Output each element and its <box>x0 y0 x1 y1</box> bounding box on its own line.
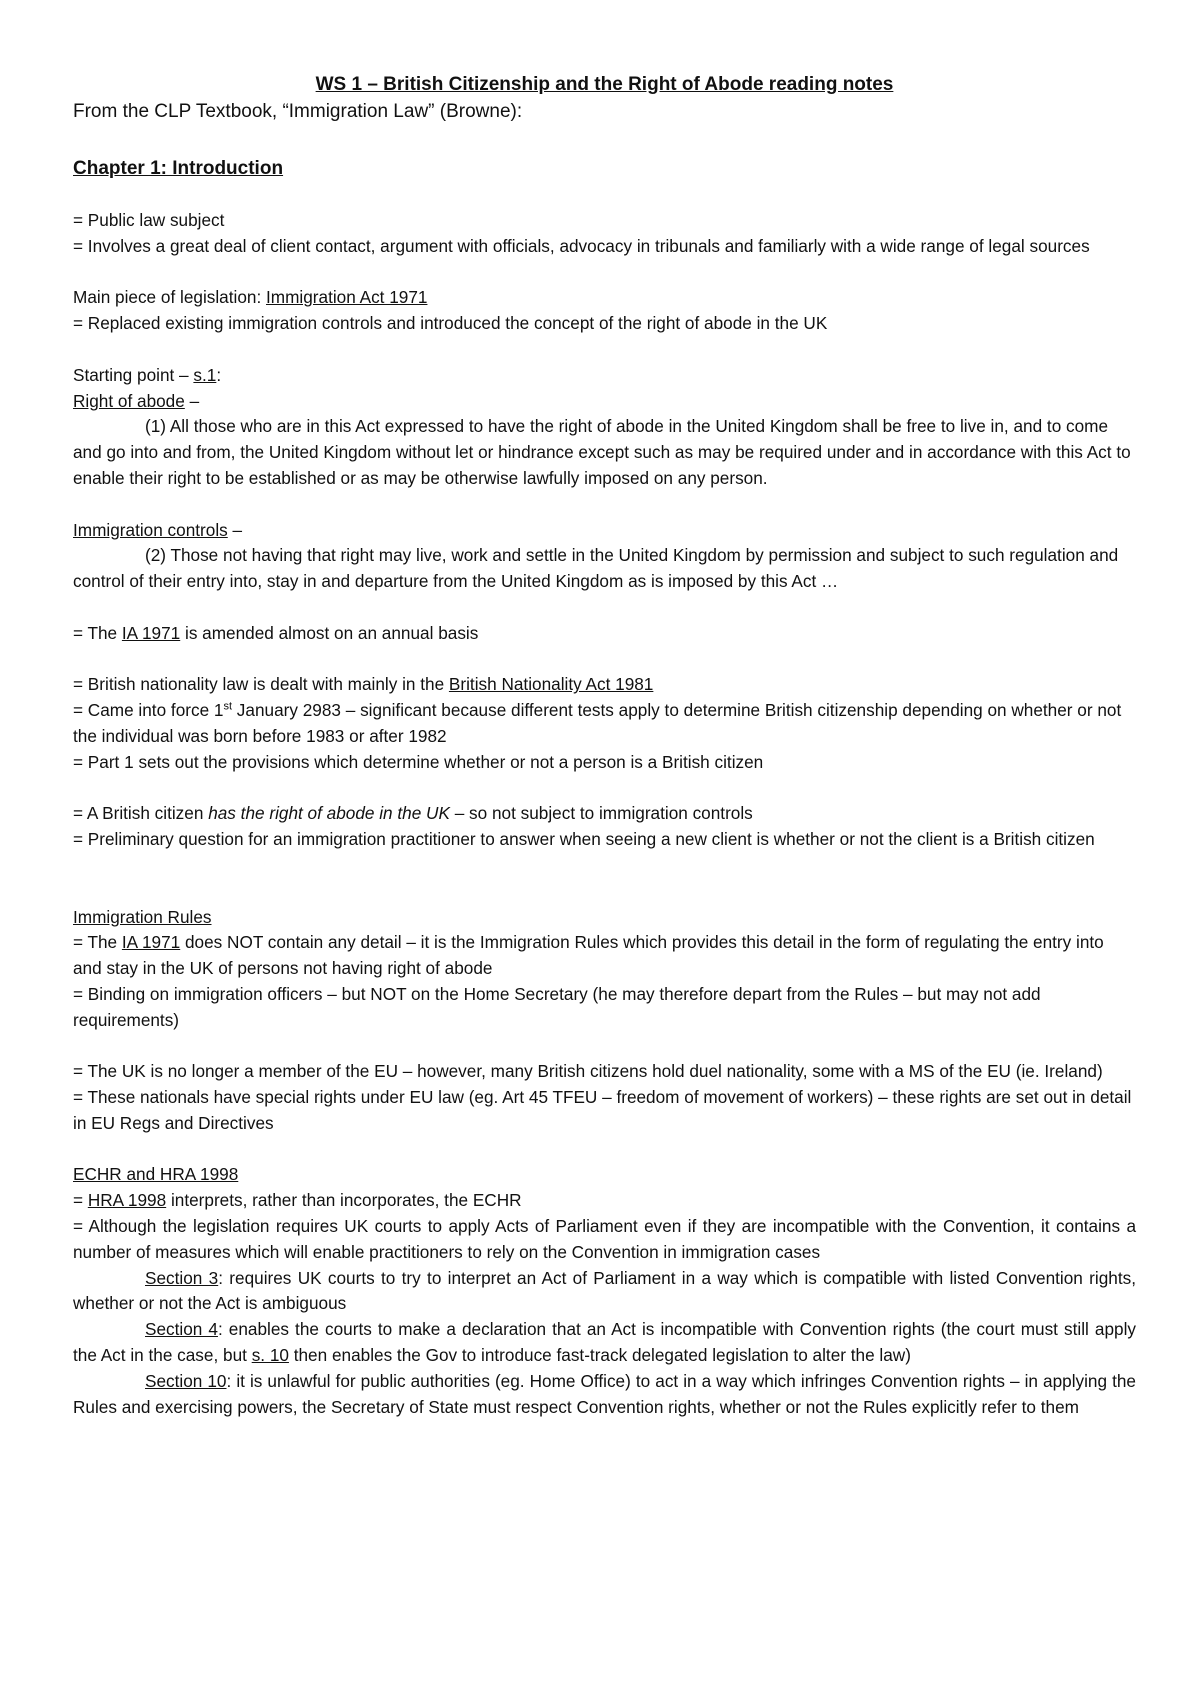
bna-line-2 <box>73 698 1136 750</box>
starting-point-line <box>73 363 1136 389</box>
section-4-text-2: then enables the Gov to introduce fast-track delegated legislation to alter the law) <box>288 1345 911 1366</box>
s1-ref: s.1 <box>193 364 217 385</box>
rules-line-1 <box>73 930 1136 982</box>
section-3-ref: Section 3 <box>145 1267 219 1288</box>
starting-point-prefix: Starting point – <box>73 364 194 385</box>
echr-heading: ECHR and HRA 1998 <box>73 1164 239 1185</box>
immigration-controls-heading-line <box>73 518 1136 544</box>
section-10-text: : it is unlawful for public authorities (eg. Home Office) to act in a way which infringes Convention rights – in applying the Rules and exercising powers, the Secretary of State must respect Convention rights, whether or not the Rules explicitly refer to them <box>73 1370 1136 1417</box>
section-10-ref: Section 10 <box>145 1370 227 1391</box>
immigration-rules-heading: Immigration Rules <box>73 906 212 927</box>
echr-line-1-pre: = <box>73 1190 88 1211</box>
citizen-line-1-post: – so not subject to immigration controls <box>449 803 753 824</box>
document-page <box>73 72 1136 1420</box>
section-4-para <box>73 1317 1136 1369</box>
section-3-para <box>73 1266 1136 1318</box>
echr-line-1-post: interprets, rather than incorporates, the ECHR <box>166 1190 522 1211</box>
rules-line-1-pre: = The <box>73 932 122 953</box>
immigration-controls-heading: Immigration controls <box>73 519 228 540</box>
right-of-abode-dash: – <box>184 390 200 411</box>
bna-ref: British Nationality Act 1981 <box>448 674 654 695</box>
citizen-line-1 <box>73 801 1136 827</box>
citizen-line-1-pre: = A British citizen <box>73 803 209 824</box>
section-4-s10-ref: s. 10 <box>251 1345 289 1366</box>
chapter-heading: Chapter 1: Introduction <box>73 158 284 179</box>
section-4-ref: Section 4 <box>145 1319 218 1340</box>
eu-line-2: = These nationals have special rights under EU law (eg. Art 45 TFEU – freedom of movement of workers) – these rights are set out in detail in EU Regs and Directives <box>73 1087 1132 1133</box>
document-title: WS 1 – British Citizenship and the Right of Abode reading notes <box>315 74 894 95</box>
rules-line-2: = Binding on immigration officers – but NOT on the Home Secretary (he may therefore depart from the Rules – but may not add requirements) <box>73 983 1041 1030</box>
immigration-controls-dash: – <box>227 519 243 540</box>
ia-amended-line <box>73 621 1136 647</box>
section-3-text: : requires UK courts to try to interpret an Act of Parliament in a way which is compatible with listed Convention rights, whether or not the Act is ambiguous <box>73 1267 1136 1314</box>
right-of-abode-heading: Right of abode <box>73 390 185 411</box>
echr-line-2: = Although the legislation requires UK courts to apply Acts of Parliament even if they are incompatible with the Convention, it contains a number of measures which will enable practitioners to rely on the Convention in immigration cases <box>73 1216 1136 1262</box>
rules-line-1-post: does NOT contain any detail – it is the Immigration Rules which provides this detail in the form of regulating the entry into and stay in the UK of persons not having right of abode <box>73 932 1104 979</box>
section-4-text-1: : enables the courts to make a declaration that an Act is incompatible with Convention rights (the court must still apply the Act in the case, but <box>73 1319 1136 1366</box>
hra-ref: HRA 1998 <box>87 1190 167 1211</box>
bna-line-2-pre: = Came into force 1 <box>73 700 224 721</box>
echr-line-1 <box>73 1188 1136 1214</box>
document-subtitle: From the CLP Textbook, “Immigration Law” (Browne): <box>73 101 523 122</box>
citizen-line-2: = Preliminary question for an immigration practitioner to answer when seeing a new client is whether or not the client is a British citizen <box>73 829 1095 850</box>
bna-line-1 <box>73 672 1136 698</box>
eu-line-1: = The UK is no longer a member of the EU – however, many British citizens hold duel nationality, some with a MS of the EU (ie. Ireland) <box>73 1061 1103 1082</box>
starting-point-suffix: : <box>216 364 222 385</box>
legislation-desc: = Replaced existing immigration controls and introduced the concept of the right of abode in the UK <box>73 313 828 334</box>
right-of-abode-heading-line <box>73 389 1136 415</box>
legislation-line <box>73 285 1136 311</box>
section-10-para <box>73 1369 1136 1421</box>
rules-ia-ref: IA 1971 <box>121 932 181 953</box>
bna-line-2-post: January 2983 – significant because different tests apply to determine British citizenship depending on whether or not the individual was born before 1983 or after 1982 <box>73 700 1122 746</box>
immigration-controls-text: (2) Those not having that right may live, work and settle in the United Kingdom by permission and subject to such regulation and control of their entry into, stay in and departure from the United Kingdom as is imposed by this Act … <box>73 545 1119 592</box>
ia-post: is amended almost on an annual basis <box>180 622 479 643</box>
bna-line-3: = Part 1 sets out the provisions which determine whether or not a person is a British citizen <box>73 751 764 772</box>
intro-line-2: = Involves a great deal of client contact, argument with officials, advocacy in tribunals and familiarly with a wide range of legal sources <box>73 235 1090 256</box>
bna-line-2-sup: st <box>223 700 233 713</box>
right-of-abode-text: (1) All those who are in this Act expressed to have the right of abode in the United Kingdom shall be free to live in, and to come and go into and from, the United Kingdom without let or hindrance except such as may be required under and in accordance with this Act to enable their right to be established or as may be otherwise lawfully imposed on any person. <box>73 416 1131 488</box>
citizen-line-1-italic: has the right of abode in the UK <box>208 803 450 824</box>
legislation-prefix: Main piece of legislation: <box>73 287 266 308</box>
bna-line-1-pre: = British nationality law is dealt with mainly in the <box>73 674 449 695</box>
intro-line-1: = Public law subject <box>73 210 225 230</box>
ia-ref: IA 1971 <box>121 622 181 643</box>
ia-pre: = The <box>73 622 122 643</box>
legislation-act: Immigration Act 1971 <box>266 287 428 308</box>
